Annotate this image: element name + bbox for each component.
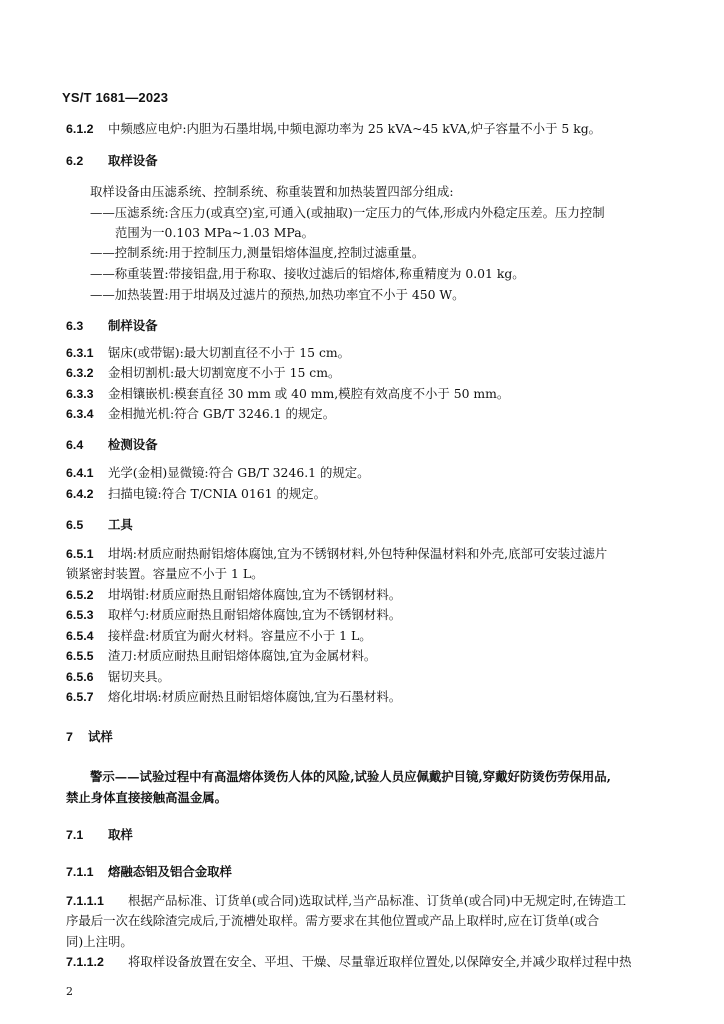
- clause-number: 6.3.4: [66, 407, 94, 421]
- clause-6-4-1: [66, 465, 370, 481]
- clause-number: 6.5.7: [66, 690, 94, 704]
- section-number: 6.3: [66, 319, 84, 333]
- clause-text: 金相切割机:最大切割宽度不小于 15 cm。: [108, 365, 341, 380]
- clause-6-5-2: [66, 587, 401, 603]
- section-6-4: [66, 437, 158, 453]
- clause-number: 7.1.1.1: [66, 894, 104, 908]
- clause-text: 中频感应电炉:内胆为石墨坩埚,中频电源功率为 25 kVA~45 kVA,炉子容量不小于 5 kg。: [108, 121, 602, 136]
- clause-6-3-3: [66, 386, 509, 402]
- clause-text: 锯床(或带锯):最大切割直径不小于 15 cm。: [108, 345, 351, 360]
- clause-number: 6.1.2: [66, 122, 94, 136]
- clause-text: 根据产品标准、订货单(或合同)选取试样,当产品标准、订货单(或合同)中无规定时,在铸造工: [128, 893, 627, 908]
- document-header: YS/T 1681—2023: [62, 90, 169, 105]
- section-number: 7: [66, 730, 73, 744]
- clause-6-3-2: [66, 365, 340, 381]
- clause-text: 熔化坩埚:材质应耐热且耐铝熔体腐蚀,宜为石墨材料。: [108, 689, 402, 704]
- paragraph: 取样设备由压滤系统、控制系统、称重装置和加热装置四部分组成:: [90, 184, 454, 199]
- section-title: 熔融态铝及铝合金取样: [108, 865, 232, 879]
- warning-text: 警示——试验过程中有高温熔体烫伤人体的风险,试验人员应佩戴护目镜,穿戴好防烫伤劳保用品,: [90, 769, 611, 784]
- clause-number: 6.5.3: [66, 608, 94, 622]
- clause-text: 将取样设备放置在安全、平坦、干燥、尽量靠近取样位置处,以保障安全,并减少取样过程中热: [128, 954, 632, 969]
- list-item-continuation: 范围为一0.103 MPa~1.03 MPa。: [115, 225, 314, 240]
- clause-text: 接样盘:材质宜为耐火材料。容量应不小于 1 L。: [108, 628, 372, 643]
- section-title: 取样: [108, 828, 133, 842]
- clause-text: 金相抛光机:符合 GB/T 3246.1 的规定。: [108, 406, 336, 421]
- clause-text: 坩埚钳:材质应耐热且耐铝熔体腐蚀,宜为不锈钢材料。: [108, 587, 402, 602]
- clause-6-3-4: [66, 406, 335, 422]
- section-number: 7.1: [66, 828, 84, 842]
- section-7: [66, 729, 113, 745]
- clause-6-4-2: [66, 486, 326, 502]
- clause-number: 6.5.1: [66, 547, 94, 561]
- clause-6-3-1: [66, 345, 350, 361]
- clause-6-1-2: [66, 121, 601, 137]
- section-6-2: [66, 153, 158, 169]
- clause-continuation: 同)上注明。: [66, 934, 133, 949]
- clause-number: 6.5.4: [66, 629, 94, 643]
- list-item: ——压滤系统:含压力(或真空)室,可通入(或抽取)一定压力的气体,形成内外稳定压差。压力控制: [90, 205, 605, 220]
- clause-6-5-7: [66, 689, 401, 705]
- clause-number: 6.5.5: [66, 649, 94, 663]
- clause-text: 渣刀:材质应耐热且耐铝熔体腐蚀,宜为金属材料。: [108, 648, 377, 663]
- clause-text: 坩埚:材质应耐热耐铝熔体腐蚀,宜为不锈钢材料,外包特种保温材料和外壳,底部可安装过滤片: [108, 546, 608, 561]
- section-7-1-1: [66, 864, 232, 880]
- clause-text: 取样勺:材质应耐热且耐铝熔体腐蚀,宜为不锈钢材料。: [108, 607, 402, 622]
- section-number: 6.2: [66, 154, 84, 168]
- section-6-5: [66, 517, 133, 533]
- clause-7-1-1-1: [66, 893, 626, 909]
- list-item: ——加热装置:用于坩埚及过滤片的预热,加热功率宜不小于 450 W。: [90, 287, 465, 302]
- warning-text-continuation: 禁止身体直接接触高温金属。: [66, 790, 228, 805]
- section-number: 6.4: [66, 438, 84, 452]
- clause-number: 7.1.1.2: [66, 955, 104, 969]
- clause-6-5-5: [66, 648, 376, 664]
- section-7-1: [66, 827, 133, 843]
- section-title: 试样: [88, 730, 113, 744]
- section-title: 制样设备: [108, 319, 158, 333]
- clause-text: 金相镶嵌机:模套直径 30 mm 或 40 mm,模腔有效高度不小于 50 mm。: [108, 386, 510, 401]
- clause-number: 6.3.2: [66, 366, 94, 380]
- clause-number: 6.4.2: [66, 487, 94, 501]
- section-6-3: [66, 318, 158, 334]
- clause-number: 6.5.2: [66, 588, 94, 602]
- section-title: 取样设备: [108, 154, 158, 168]
- page-number: 2: [66, 985, 73, 998]
- clause-6-5-4: [66, 628, 372, 644]
- list-item: ——称重装置:带接铝盘,用于称取、接收过滤后的铝熔体,称重精度为 0.01 kg。: [90, 266, 525, 281]
- clause-continuation: 序最后一次在线除渣完成后,于流槽处取样。需方要求在其他位置或产品上取样时,应在订货单(或合: [66, 913, 600, 928]
- clause-7-1-1-2: [66, 954, 632, 970]
- clause-6-5-3: [66, 607, 401, 623]
- clause-number: 6.3.1: [66, 346, 94, 360]
- clause-number: 6.5.6: [66, 670, 94, 684]
- list-item: ——控制系统:用于控制压力,测量铝熔体温度,控制过滤重量。: [90, 245, 425, 260]
- clause-number: 6.3.3: [66, 387, 94, 401]
- clause-number: 6.4.1: [66, 466, 94, 480]
- section-number: 6.5: [66, 518, 84, 532]
- clause-6-5-1: [66, 546, 607, 562]
- section-number: 7.1.1: [66, 865, 94, 879]
- clause-6-5-6: [66, 669, 170, 685]
- clause-text: 锯切夹具。: [108, 669, 170, 684]
- clause-text: 光学(金相)显微镜:符合 GB/T 3246.1 的规定。: [108, 465, 370, 480]
- section-title: 检测设备: [108, 438, 158, 452]
- section-title: 工具: [108, 518, 133, 532]
- clause-continuation: 锁紧密封装置。容量应不小于 1 L。: [66, 566, 264, 581]
- clause-text: 扫描电镜:符合 T/CNIA 0161 的规定。: [108, 486, 327, 501]
